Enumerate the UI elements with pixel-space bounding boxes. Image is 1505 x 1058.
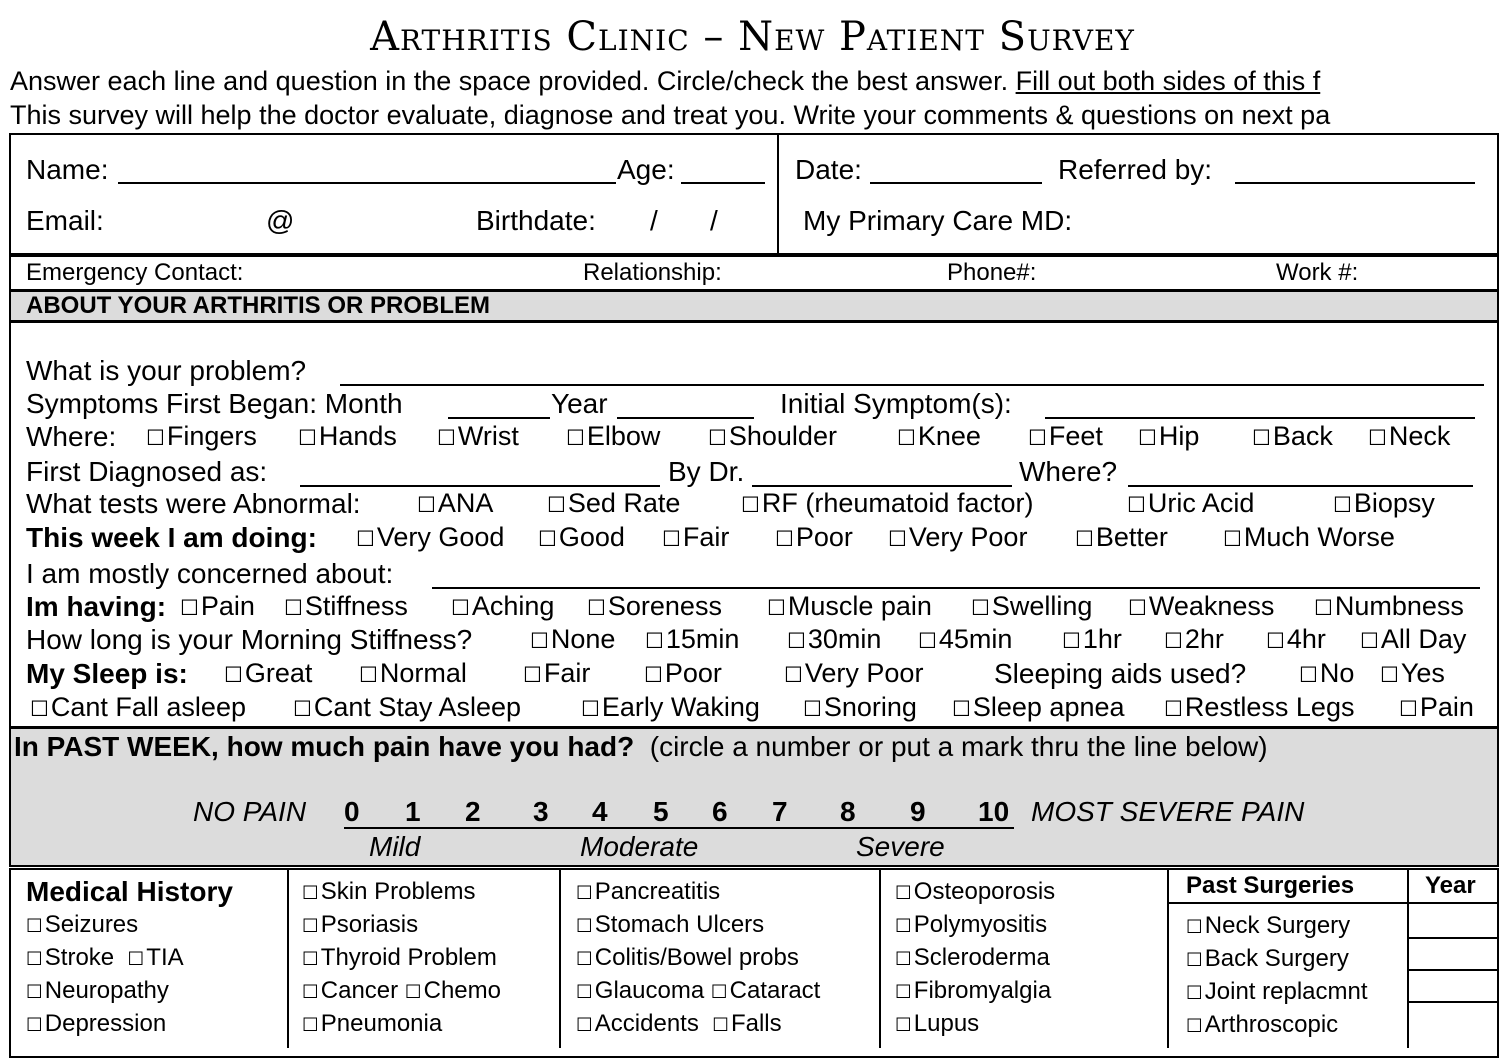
week-very-poor[interactable]: ☐ Very Poor xyxy=(888,522,1027,553)
sleep-very-poor[interactable]: ☐ Very Poor xyxy=(784,658,923,689)
where-back[interactable]: ☐ Back xyxy=(1252,421,1333,452)
sleep-cant-stay-asleep[interactable]: ☐ Cant Stay Asleep xyxy=(293,692,521,723)
diagnosed-field[interactable] xyxy=(300,485,660,487)
where-elbow[interactable]: ☐ Elbow xyxy=(566,421,660,452)
week-label: This week I am doing: xyxy=(26,522,317,553)
name-label: Name: xyxy=(26,154,109,185)
pain-8[interactable]: 8 xyxy=(840,796,856,827)
stiff-45min[interactable]: ☐ 45min xyxy=(918,624,1012,655)
test-rf[interactable]: ☐ RF (rheumatoid factor) xyxy=(741,488,1033,519)
page-title: Arthritis Clinic – New Patient Survey xyxy=(370,14,1135,60)
surgery-back[interactable]: ☐ Back Surgery xyxy=(1186,945,1349,973)
mh-glaucoma-cataract-row xyxy=(576,977,820,1005)
problem-field[interactable] xyxy=(340,384,1484,386)
stiff-none[interactable]: ☐ None xyxy=(530,624,615,655)
having-weakness[interactable]: ☐ Weakness xyxy=(1128,591,1274,622)
aids-no[interactable]: ☐ No xyxy=(1299,658,1354,689)
sleep-poor[interactable]: ☐ Poor xyxy=(644,658,722,689)
sleep-snoring[interactable]: ☐ Snoring xyxy=(803,692,917,723)
mh-stroke-tia-row xyxy=(26,944,184,972)
stiff-4hr[interactable]: ☐ 4hr xyxy=(1266,624,1326,655)
test-biopsy[interactable]: ☐ Biopsy xyxy=(1333,488,1435,519)
moderate-label: Moderate xyxy=(580,831,699,862)
birthdate-slash-1: / xyxy=(650,205,658,236)
mh-chemo[interactable]: ☐ Chemo xyxy=(405,977,501,1004)
week-very-good[interactable]: ☐ Very Good xyxy=(356,522,504,553)
mh-depression[interactable]: ☐ Depression xyxy=(26,1010,166,1038)
referred-field[interactable] xyxy=(1235,182,1475,184)
year-field[interactable] xyxy=(617,417,754,419)
having-numbness[interactable]: ☐ Numbness xyxy=(1314,591,1464,622)
sleep-early-waking[interactable]: ☐ Early Waking xyxy=(581,692,760,723)
where-feet[interactable]: ☐ Feet xyxy=(1028,421,1103,452)
stiff-2hr[interactable]: ☐ 2hr xyxy=(1164,624,1224,655)
mh-seizures[interactable]: ☐ Seizures xyxy=(26,911,138,939)
sleep-great[interactable]: ☐ Great xyxy=(224,658,312,689)
intro-line-1: Answer each line and question in the space provided. Circle/check the best answer. Fill out both sides of this f xyxy=(10,66,1321,96)
pain-3[interactable]: 3 xyxy=(533,796,549,827)
stiff-1hr[interactable]: ☐ 1hr xyxy=(1062,624,1122,655)
mh-cataract[interactable]: ☐ Cataract xyxy=(711,977,820,1004)
concerned-label: I am mostly concerned about: xyxy=(26,558,394,589)
past-surgeries-title: Past Surgeries xyxy=(1186,872,1355,899)
month-field[interactable] xyxy=(448,417,550,419)
mh-glaucoma[interactable]: ☐ Glaucoma xyxy=(576,977,704,1004)
referred-label: Referred by: xyxy=(1058,154,1213,185)
name-field[interactable] xyxy=(118,182,616,184)
mild-label: Mild xyxy=(369,831,421,862)
where-fingers[interactable]: ☐ Fingers xyxy=(146,421,257,452)
section-about-title: ABOUT YOUR ARTHRITIS OR PROBLEM xyxy=(26,292,491,319)
mh-skin-problems[interactable]: ☐ Skin Problems xyxy=(302,878,476,906)
sleep-pain[interactable]: ☐ Pain xyxy=(1399,692,1474,723)
where-label: Where: xyxy=(26,421,117,452)
first-began-label: Symptoms First Began: Month xyxy=(26,388,403,419)
pain-7[interactable]: 7 xyxy=(772,796,788,827)
mh-scleroderma[interactable]: ☐ Scleroderma xyxy=(895,944,1050,972)
diagnosed-label: First Diagnosed as: xyxy=(26,456,268,487)
no-pain-label: NO PAIN xyxy=(193,796,307,827)
having-soreness[interactable]: ☐ Soreness xyxy=(587,591,722,622)
email-label: Email: xyxy=(26,205,104,236)
stiffness-label: How long is your Morning Stiffness? xyxy=(26,624,473,655)
email-at: @ xyxy=(266,205,295,236)
pain-9[interactable]: 9 xyxy=(910,796,926,827)
tests-label: What tests were Abnormal: xyxy=(26,488,361,519)
where-hip[interactable]: ☐ Hip xyxy=(1138,421,1199,452)
surgery-arthroscopic[interactable]: ☐ Arthroscopic xyxy=(1186,1011,1338,1039)
having-stiffness[interactable]: ☐ Stiffness xyxy=(284,591,408,622)
birthdate-slash-2: / xyxy=(710,205,718,236)
mh-fibromyalgia[interactable]: ☐ Fibromyalgia xyxy=(895,977,1051,1005)
mh-stroke[interactable]: ☐ Stroke xyxy=(26,944,114,971)
pain-1[interactable]: 1 xyxy=(405,796,421,827)
pain-question: In PAST WEEK, how much pain have you had? (circle a number or put a mark thru the line below) xyxy=(14,731,1268,762)
sleep-fair[interactable]: ☐ Fair xyxy=(523,658,590,689)
where-knee[interactable]: ☐ Knee xyxy=(897,421,981,452)
mh-stomach-ulcers[interactable]: ☐ Stomach Ulcers xyxy=(576,911,764,939)
emergency-label: Emergency Contact: xyxy=(26,259,244,286)
mh-colitis[interactable]: ☐ Colitis/Bowel probs xyxy=(576,944,799,972)
primary-md-label: My Primary Care MD: xyxy=(803,205,1073,236)
mh-pneumonia[interactable]: ☐ Pneumonia xyxy=(302,1010,442,1038)
week-fair[interactable]: ☐ Fair xyxy=(662,522,729,553)
where-shoulder[interactable]: ☐ Shoulder xyxy=(708,421,837,452)
initial-label: Initial Symptom(s): xyxy=(780,388,1012,419)
by-dr-label: By Dr. xyxy=(668,456,745,487)
having-muscle-pain[interactable]: ☐ Muscle pain xyxy=(767,591,932,622)
mh-lupus[interactable]: ☐ Lupus xyxy=(895,1010,979,1038)
mh-tia[interactable]: ☐ TIA xyxy=(128,944,184,971)
sleep-restless-legs[interactable]: ☐ Restless Legs xyxy=(1164,692,1354,723)
stiff-30min[interactable]: ☐ 30min xyxy=(787,624,881,655)
where-q-label: Where? xyxy=(1019,456,1118,487)
mh-psoriasis[interactable]: ☐ Psoriasis xyxy=(302,911,418,939)
week-better[interactable]: ☐ Better xyxy=(1075,522,1168,553)
aids-label: Sleeping aids used? xyxy=(994,658,1247,689)
concerned-field[interactable] xyxy=(432,587,1480,589)
test-ana[interactable]: ☐ ANA xyxy=(417,488,493,519)
severe-label: Severe xyxy=(856,831,945,862)
where-neck[interactable]: ☐ Neck xyxy=(1368,421,1450,452)
pain-5[interactable]: 5 xyxy=(653,796,669,827)
surgery-year-header: Year xyxy=(1425,872,1476,899)
mh-accidents-falls-row xyxy=(576,1010,782,1038)
mh-thyroid[interactable]: ☐ Thyroid Problem xyxy=(302,944,497,972)
where-wrist[interactable]: ☐ Wrist xyxy=(437,421,519,452)
phone-label: Phone#: xyxy=(947,259,1037,286)
year-label: Year xyxy=(551,388,608,419)
having-label: Im having: xyxy=(26,591,167,622)
having-aching[interactable]: ☐ Aching xyxy=(451,591,554,622)
sleep-cant-fall-asleep[interactable]: ☐ Cant Fall asleep xyxy=(30,692,246,723)
sleep-normal[interactable]: ☐ Normal xyxy=(359,658,467,689)
test-uric-acid[interactable]: ☐ Uric Acid xyxy=(1127,488,1254,519)
mh-pancreatitis[interactable]: ☐ Pancreatitis xyxy=(576,878,720,906)
stiff-15min[interactable]: ☐ 15min xyxy=(645,624,739,655)
mh-cancer[interactable]: ☐ Cancer xyxy=(302,977,398,1004)
pain-0[interactable]: 0 xyxy=(344,796,360,827)
week-much-worse[interactable]: ☐ Much Worse xyxy=(1223,522,1395,553)
pain-4[interactable]: 4 xyxy=(592,796,608,827)
aids-yes[interactable]: ☐ Yes xyxy=(1380,658,1445,689)
pain-10[interactable]: 10 xyxy=(978,796,1010,827)
date-label: Date: xyxy=(795,154,862,185)
intro-line-2: This survey will help the doctor evaluate, diagnose and treat you. Write your comments & questions on next pa xyxy=(10,100,1331,130)
age-field[interactable] xyxy=(681,182,765,184)
having-pain[interactable]: ☐ Pain xyxy=(180,591,255,622)
by-dr-field[interactable] xyxy=(752,485,1012,487)
mh-osteoporosis[interactable]: ☐ Osteoporosis xyxy=(895,878,1055,906)
work-label: Work #: xyxy=(1276,259,1359,286)
mh-cancer-chemo-row xyxy=(302,977,501,1005)
mh-falls[interactable]: ☐ Falls xyxy=(712,1010,781,1037)
test-sed-rate[interactable]: ☐ Sed Rate xyxy=(547,488,680,519)
mh-accidents[interactable]: ☐ Accidents xyxy=(576,1010,699,1037)
most-severe-label: MOST SEVERE PAIN xyxy=(1031,796,1305,827)
problem-label: What is your problem? xyxy=(26,355,307,386)
where-q-field[interactable] xyxy=(1128,485,1473,487)
pain-6[interactable]: 6 xyxy=(712,796,728,827)
relationship-label: Relationship: xyxy=(583,259,722,286)
surgery-neck[interactable]: ☐ Neck Surgery xyxy=(1186,912,1350,940)
where-hands[interactable]: ☐ Hands xyxy=(298,421,397,452)
stiff-all-day[interactable]: ☐ All Day xyxy=(1360,624,1466,655)
sleep-label: My Sleep is: xyxy=(26,658,188,689)
surgery-joint[interactable]: ☐ Joint replacmnt xyxy=(1186,978,1368,1006)
medical-history-title: Medical History xyxy=(26,876,233,907)
having-swelling[interactable]: ☐ Swelling xyxy=(971,591,1092,622)
initial-field[interactable] xyxy=(1045,417,1475,419)
pain-2[interactable]: 2 xyxy=(465,796,481,827)
week-poor[interactable]: ☐ Poor xyxy=(775,522,853,553)
mh-neuropathy[interactable]: ☐ Neuropathy xyxy=(26,977,169,1005)
mh-polymyositis[interactable]: ☐ Polymyositis xyxy=(895,911,1047,939)
demographics-box xyxy=(9,133,1499,255)
sleep-apnea[interactable]: ☐ Sleep apnea xyxy=(952,692,1125,723)
birthdate-label: Birthdate: xyxy=(476,205,596,236)
age-label: Age: xyxy=(617,154,675,185)
week-good[interactable]: ☐ Good xyxy=(538,522,625,553)
date-field[interactable] xyxy=(870,182,1042,184)
